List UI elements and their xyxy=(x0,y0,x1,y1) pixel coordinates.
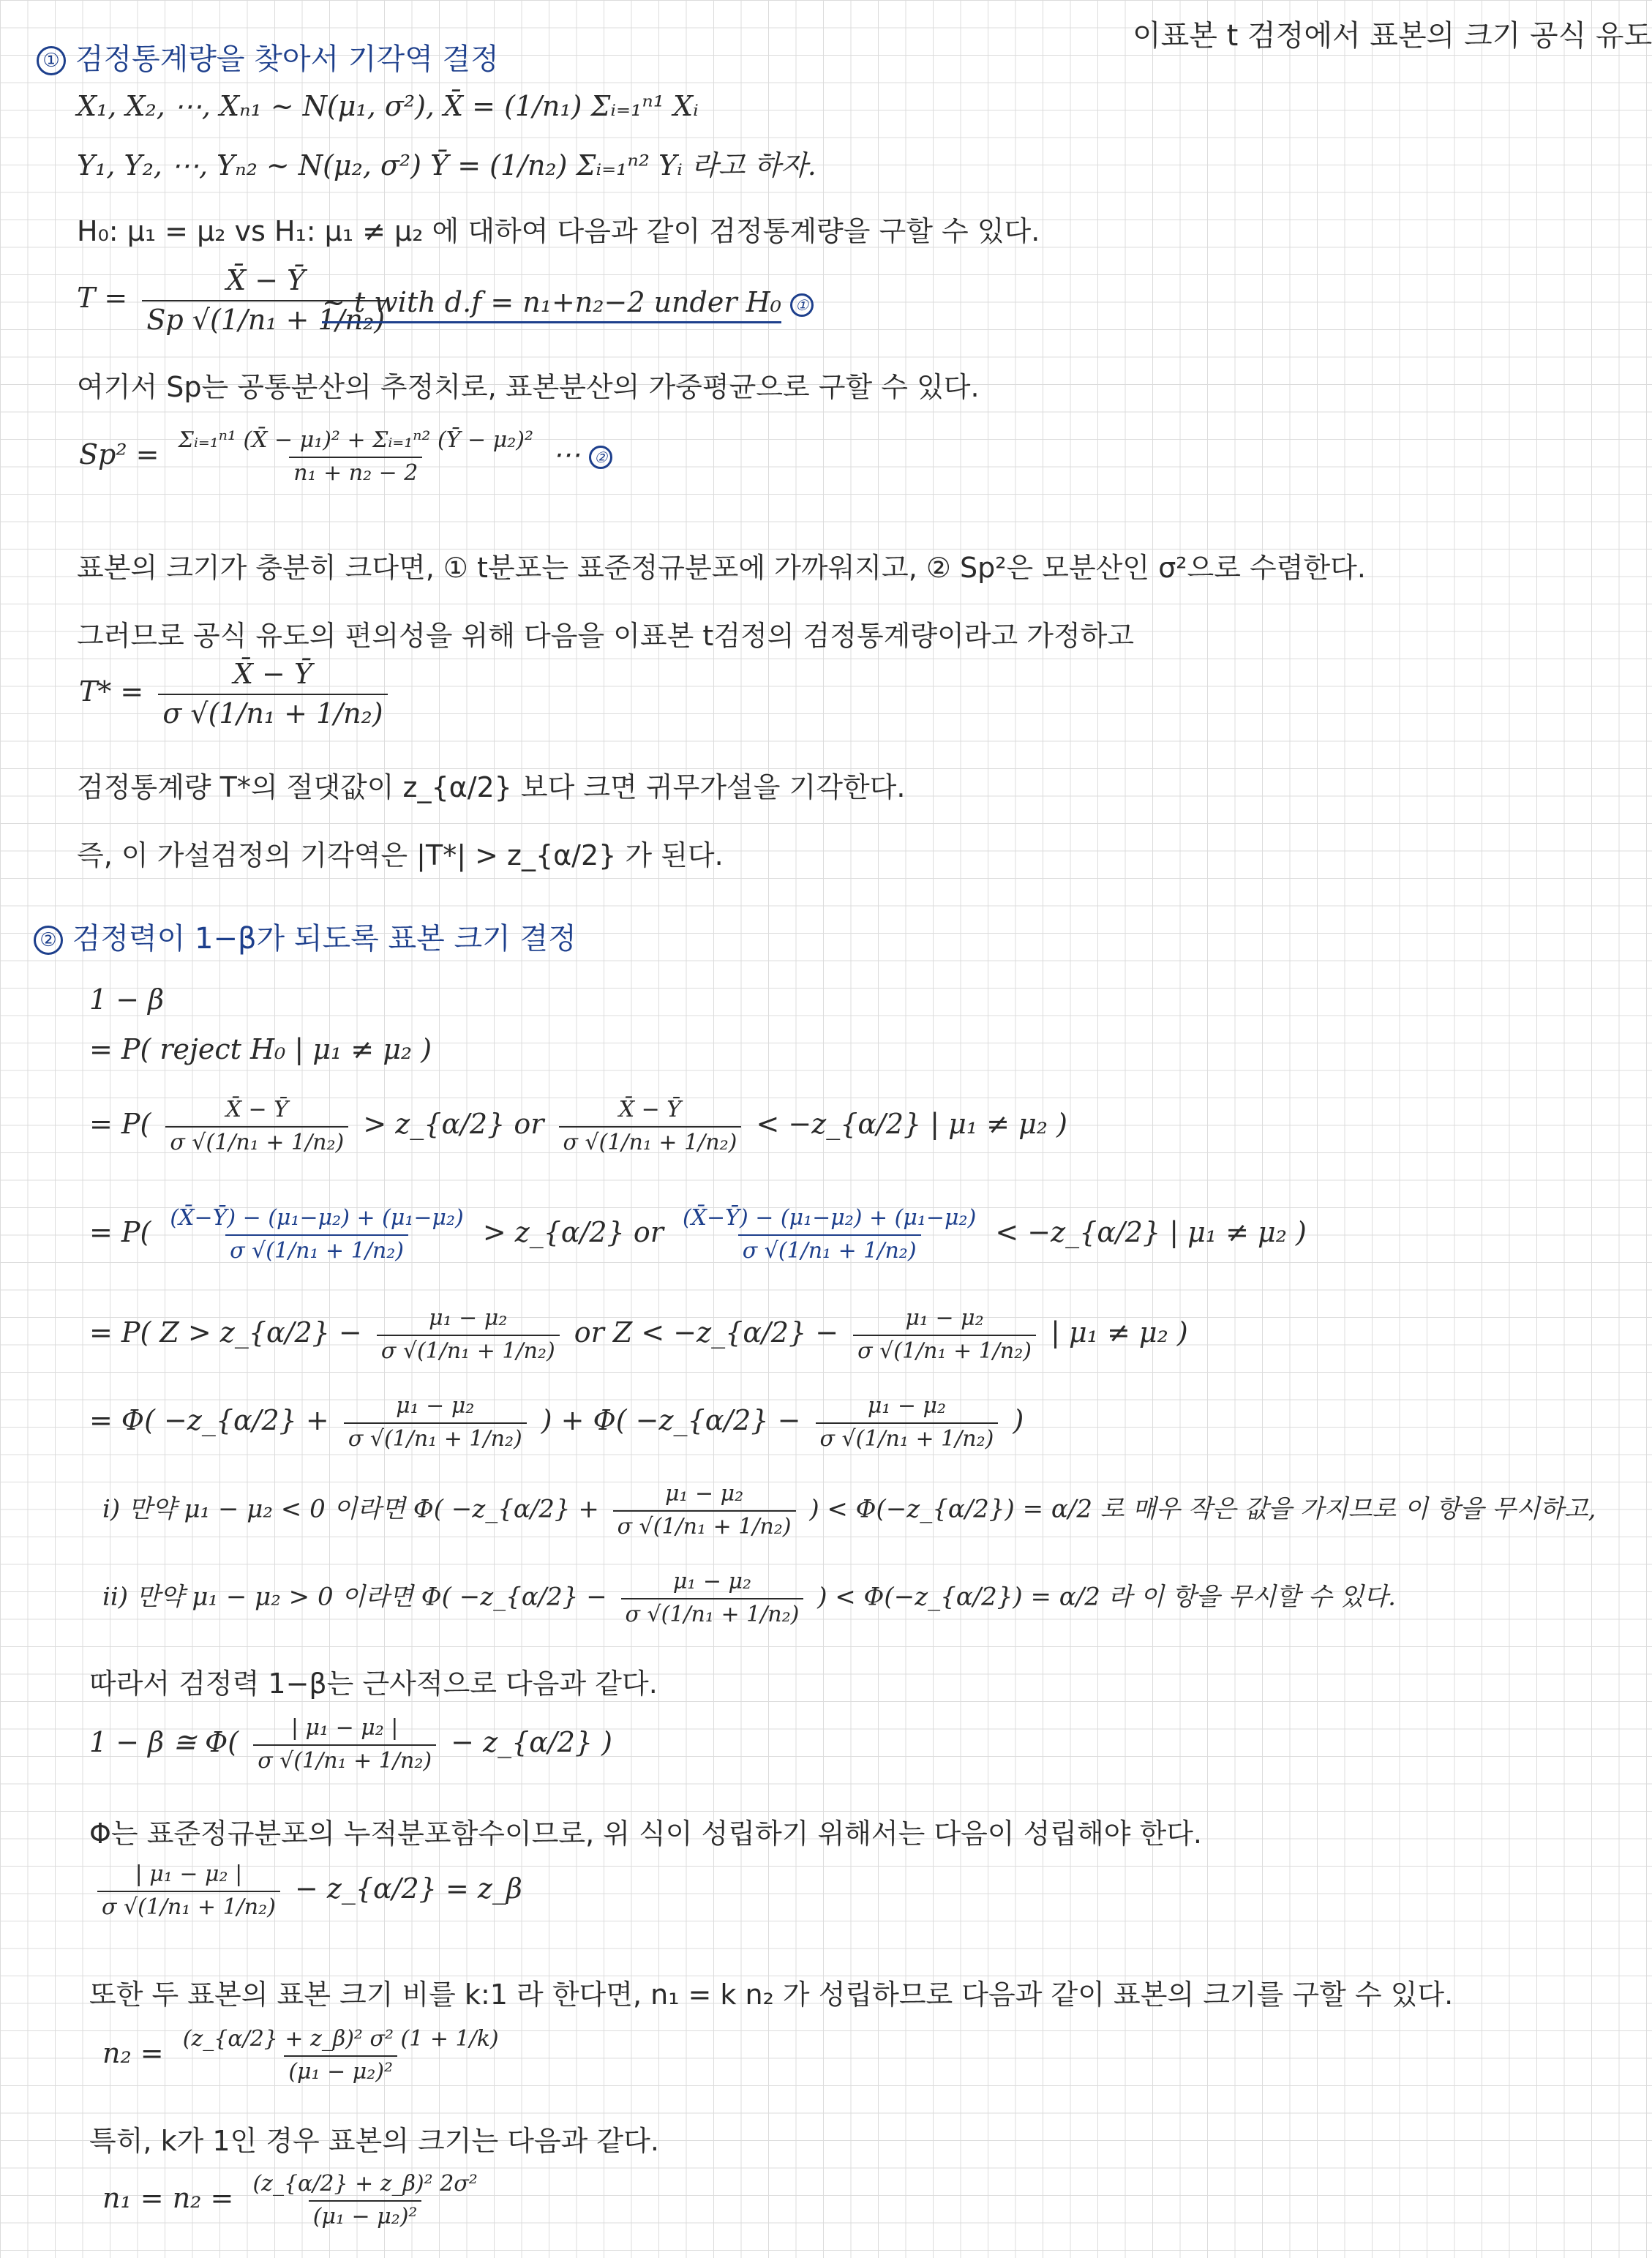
step-3-or: > z_{α/2} or xyxy=(482,1216,664,1248)
case-2-conclusion: ) < Φ(−z_{α/2}) = α/2 라 이 항을 무시할 수 있다. xyxy=(817,1582,1396,1612)
n-lhs: n₁ = n₂ = xyxy=(102,2182,234,2214)
step-2-numerator-b: X̄ − Ȳ xyxy=(618,1097,682,1122)
step-4-fraction-b xyxy=(853,1306,1036,1364)
condition-numerator: | μ₁ − μ₂ | xyxy=(135,1861,243,1887)
step-3-close: < −z_{α/2} | μ₁ ≠ μ₂ ) xyxy=(995,1216,1307,1248)
phi-cdf-statement: Φ는 표준정규분포의 누적분포함수이므로, 위 식이 성립하기 위해서는 다음이 성립해야 한다. xyxy=(89,1818,1202,1850)
assumption-statement: 그러므로 공식 유도의 편의성을 위해 다음을 이표본 t검정의 검정통계량이라고 가정하고 xyxy=(77,620,1135,652)
t-star-numerator: X̄ − Ȳ xyxy=(233,658,313,690)
approx-close: − z_{α/2} ) xyxy=(451,1726,612,1758)
step-2-or: > z_{α/2} or xyxy=(363,1108,544,1140)
approximate-power-statement: 따라서 검정력 1−β는 근사적으로 다음과 같다. xyxy=(89,1668,658,1700)
approx-open: 1 − β ≅ Φ( xyxy=(89,1726,239,1758)
equal-sample-size-formula xyxy=(102,2172,488,2229)
section-1-title: 검정통계량을 찾아서 기각역 결정 xyxy=(75,42,499,76)
approximate-power-formula xyxy=(89,1716,612,1774)
sp-denominator: n₁ + n₂ − 2 xyxy=(289,457,422,487)
step-4-numerator-a: μ₁ − μ₂ xyxy=(429,1305,508,1331)
equal-size-statement: 특히, k가 1인 경우 표본의 크기는 다음과 같다. xyxy=(89,2125,659,2157)
t-lhs: T = xyxy=(77,282,128,315)
step-3-fraction-a xyxy=(165,1206,468,1264)
step-2-numerator-a: X̄ − Ȳ xyxy=(225,1097,289,1122)
step-5-denominator-b: σ √(1/n₁ + 1/n₂) xyxy=(816,1422,999,1452)
n-numerator: (z_{α/2} + z_β)² 2σ² xyxy=(252,2171,478,2197)
power-step-4 xyxy=(89,1306,1188,1364)
step-4-denominator-a: σ √(1/n₁ + 1/n₂) xyxy=(377,1335,560,1365)
case-negative-difference xyxy=(102,1482,1596,1539)
sp-fraction xyxy=(174,428,538,486)
step-3-numerator-a: (X̄−Ȳ) − (μ₁−μ₂) + (μ₁−μ₂) xyxy=(170,1205,464,1231)
n-denominator: (μ₁ − μ₂)² xyxy=(309,2200,422,2230)
step-2-fraction-a xyxy=(165,1098,348,1155)
step-4-denominator-b: σ √(1/n₁ + 1/n₂) xyxy=(853,1335,1036,1365)
t-numerator: X̄ − Ȳ xyxy=(226,264,306,296)
case-1-denominator: σ √(1/n₁ + 1/n₂) xyxy=(613,1510,796,1540)
sample-ratio-statement: 또한 두 표본의 표본 크기 비를 k:1 라 한다면, n₁ = k n₂ 가 성립하므로 다음과 같이 표본의 크기를 구할 수 있다. xyxy=(89,1978,1454,2011)
section-1-number: ① xyxy=(37,46,66,75)
n2-fraction xyxy=(179,2027,503,2085)
case-positive-difference xyxy=(102,1569,1396,1627)
step-3-fraction-b xyxy=(678,1206,980,1264)
case-2-denominator: σ √(1/n₁ + 1/n₂) xyxy=(621,1598,804,1628)
n2-numerator: (z_{α/2} + z_β)² σ² (1 + 1/k) xyxy=(182,2026,499,2052)
pooled-variance-description: 여기서 Sp는 공통분산의 추정치로, 표본분산의 가중평균으로 구할 수 있다. xyxy=(77,371,980,403)
condition-denominator: σ √(1/n₁ + 1/n₂) xyxy=(97,1891,280,1921)
step-3-denominator-b: σ √(1/n₁ + 1/n₂) xyxy=(738,1234,921,1264)
approx-numerator: | μ₁ − μ₂ | xyxy=(290,1715,399,1741)
section-2-title: 검정력이 1−β가 되도록 표본 크기 결정 xyxy=(72,922,577,956)
power-step-3 xyxy=(89,1206,1307,1264)
approx-denominator: σ √(1/n₁ + 1/n₂) xyxy=(253,1744,436,1774)
power-step-5 xyxy=(89,1394,1024,1452)
section-1-heading xyxy=(37,42,499,76)
t-star-denominator: σ √(1/n₁ + 1/n₂) xyxy=(158,694,387,730)
sample-x-definition: X₁, X₂, ⋯, Xₙ₁ ~ N(μ₁, σ²), X̄ = (1/n₁) Σᵢ₌₁ⁿ¹ Xᵢ xyxy=(77,90,699,122)
step-5-denominator-a: σ √(1/n₁ + 1/n₂) xyxy=(344,1422,527,1452)
step-5-middle: ) + Φ( −z_{α/2} − xyxy=(541,1404,801,1436)
power-label: 1 − β xyxy=(89,983,165,1016)
case-2-open: ⅱ) 만약 μ₁ − μ₂ > 0 이라면 Φ( −z_{α/2} − xyxy=(102,1582,607,1612)
case-1-fraction xyxy=(613,1482,796,1539)
step-3-open: = P( xyxy=(89,1216,151,1248)
power-step-1: = P( reject H₀ | μ₁ ≠ μ₂ ) xyxy=(89,1033,432,1065)
sample-y-definition: Y₁, Y₂, ⋯, Yₙ₂ ~ N(μ₂, σ²) Ȳ = (1/n₂) Σᵢ₌₁ⁿ² Yᵢ 라고 하자. xyxy=(77,149,816,181)
sp-numerator: Σᵢ₌₁ⁿ¹ (X̄ − μ₁)² + Σᵢ₌₁ⁿ² (Ȳ − μ₂)² xyxy=(178,427,533,453)
step-5-open: = Φ( −z_{α/2} + xyxy=(89,1404,329,1436)
step-3-numerator-b: (X̄−Ȳ) − (μ₁−μ₂) + (μ₁−μ₂) xyxy=(682,1205,977,1231)
step-2-close: < −z_{α/2} | μ₁ ≠ μ₂ ) xyxy=(756,1108,1067,1140)
n-fraction xyxy=(248,2172,481,2229)
power-step-2 xyxy=(89,1098,1067,1155)
step-5-fraction-a xyxy=(344,1394,527,1452)
t-star-lhs: T* = xyxy=(79,675,144,708)
condition-fraction xyxy=(97,1862,280,1920)
step-4-fraction-a xyxy=(377,1306,560,1364)
step-2-open: = P( xyxy=(89,1108,151,1140)
rejection-rule: 검정통계량 T*의 절댓값이 z_{α/2} 보다 크면 귀무가설을 기각한다. xyxy=(77,771,906,803)
step-4-close: | μ₁ ≠ μ₂ ) xyxy=(1051,1316,1188,1349)
equation-1-marker: ① xyxy=(790,293,814,317)
t-star-fraction xyxy=(158,659,387,729)
t-distribution-text: ~ t with d.f = n₁+n₂−2 under H₀ xyxy=(322,286,781,323)
case-2-fraction xyxy=(621,1569,804,1627)
section-2-number: ② xyxy=(34,926,63,955)
power-condition-formula xyxy=(91,1862,522,1920)
equation-2-marker: ② xyxy=(589,446,612,469)
case-1-conclusion: ) < Φ(−z_{α/2}) = α/2 로 매우 작은 값을 가지므로 이 항을 무시하고, xyxy=(809,1494,1596,1524)
n2-denominator: (μ₁ − μ₂)² xyxy=(284,2055,397,2085)
rejection-region: 즉, 이 가설검정의 기각역은 |T*| > z_{α/2} 가 된다. xyxy=(77,839,724,871)
step-5-numerator-b: μ₁ − μ₂ xyxy=(867,1393,947,1419)
step-2-denominator-a: σ √(1/n₁ + 1/n₂) xyxy=(165,1126,348,1156)
page-title: 이표본 t 검정에서 표본의 크기 공식 유도 xyxy=(1133,19,1652,53)
section-2-heading xyxy=(34,922,577,956)
step-2-denominator-b: σ √(1/n₁ + 1/n₂) xyxy=(559,1126,742,1156)
case-1-numerator: μ₁ − μ₂ xyxy=(664,1481,744,1507)
sp-lhs: Sp² = xyxy=(79,438,159,470)
n2-lhs: n₂ = xyxy=(102,2037,164,2069)
t-star-formula xyxy=(79,659,394,729)
condition-rhs: − z_{α/2} = z_β xyxy=(294,1872,522,1905)
step-5-fraction-b xyxy=(816,1394,999,1452)
step-5-close: ) xyxy=(1013,1404,1024,1436)
step-2-fraction-b xyxy=(559,1098,742,1155)
n2-formula xyxy=(102,2027,509,2085)
approx-fraction xyxy=(253,1716,436,1774)
pooled-variance-formula xyxy=(79,428,612,486)
step-3-denominator-a: σ √(1/n₁ + 1/n₂) xyxy=(225,1234,408,1264)
step-4-or: or Z < −z_{α/2} − xyxy=(574,1316,839,1349)
case-2-numerator: μ₁ − μ₂ xyxy=(672,1569,752,1594)
step-4-numerator-b: μ₁ − μ₂ xyxy=(905,1305,984,1331)
step-4-open: = P( Z > z_{α/2} − xyxy=(89,1316,362,1349)
t-distribution-statement xyxy=(322,287,814,319)
large-sample-statement: 표본의 크기가 충분히 크다면, ① t분포는 표준정규분포에 가까워지고, ② Sp²은 모분산인 σ²으로 수렴한다. xyxy=(77,552,1366,584)
case-1-open: ⅰ) 만약 μ₁ − μ₂ < 0 이라면 Φ( −z_{α/2} + xyxy=(102,1494,599,1524)
hypothesis-statement: H₀: μ₁ = μ₂ vs H₁: μ₁ ≠ μ₂ 에 대하여 다음과 같이 검정통계량을 구할 수 있다. xyxy=(77,215,1040,247)
t-denominator: Sp √(1/n₁ + 1/n₂) xyxy=(142,300,389,337)
sp-ellipsis: ⋯ xyxy=(552,438,581,470)
step-5-numerator-a: μ₁ − μ₂ xyxy=(396,1393,475,1419)
